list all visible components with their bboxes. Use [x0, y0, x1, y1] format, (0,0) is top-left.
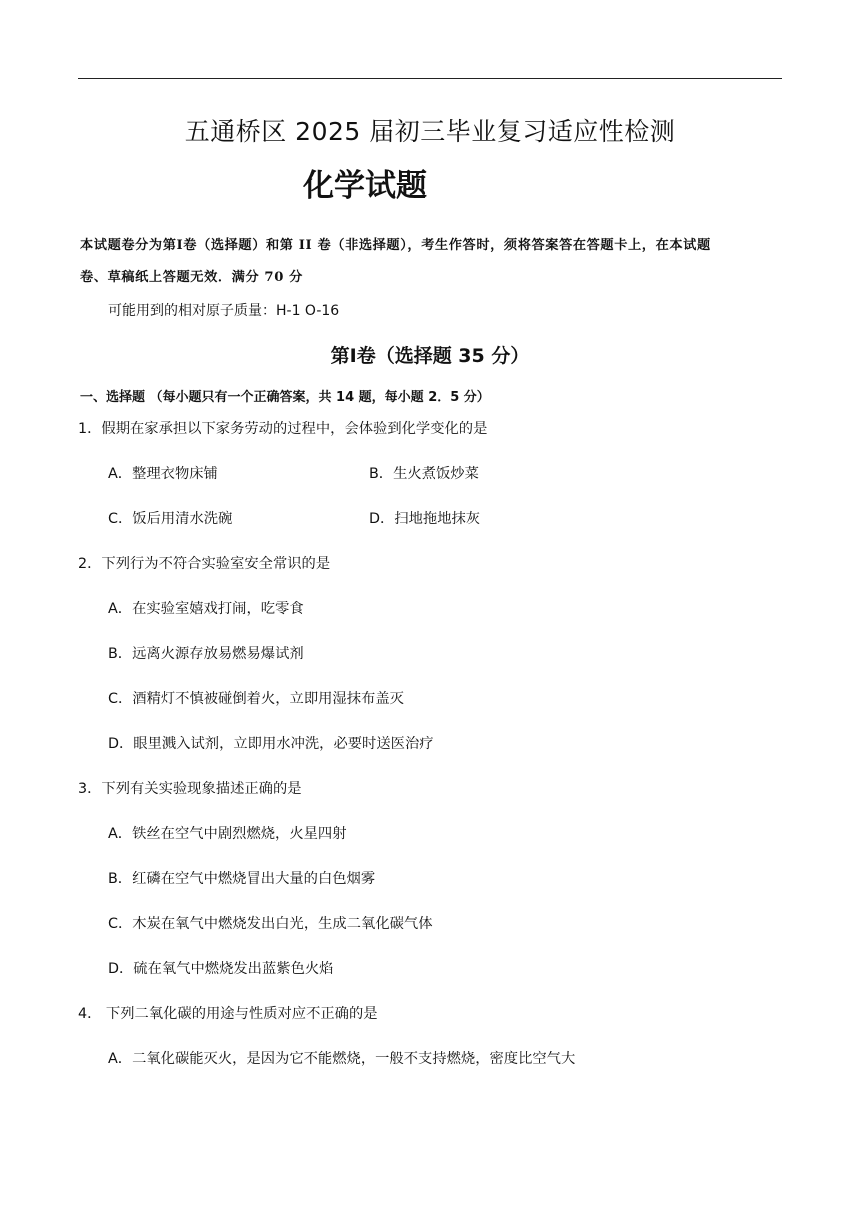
question-stem: 3．下列有关实验现象描述正确的是	[78, 781, 302, 797]
question-stem: 1．假期在家承担以下家务劳动的过程中，会体验到化学变化的是	[78, 421, 488, 437]
header-rule	[78, 78, 782, 79]
option-c: C．饭后用清水洗碗	[108, 511, 233, 527]
option-a: A．二氧化碳能灭火，是因为它不能燃烧，一般不支持燃烧，密度比空气大	[108, 1051, 576, 1067]
option-d: D．硫在氧气中燃烧发出蓝紫色火焰	[108, 961, 334, 977]
atomic-mass-note: 可能用到的相对原子质量：H-1 O-16	[108, 303, 340, 319]
option-d: D．眼里溅入试剂，立即用水冲洗，必要时送医治疗	[108, 736, 434, 752]
option-d: D．扫地拖地抹灰	[369, 511, 481, 527]
exam-title: 五通桥区 2025 届初三毕业复习适应性检测	[184, 117, 676, 146]
option-a: A．在实验室嬉戏打闹，吃零食	[108, 601, 304, 617]
question-stem: 4． 下列二氧化碳的用途与性质对应不正确的是	[78, 1006, 378, 1022]
volume-title: 第Ⅰ卷（选择题 35 分）	[330, 345, 530, 367]
instructions-line-1: 本试题卷分为第Ⅰ卷（选择题）和第 II 卷（非选择题），考生作答时，须将答案答在答题卡上，在本试题	[80, 238, 711, 253]
instructions-line-2: 卷、草稿纸上答题无效．满分 70 分	[80, 270, 303, 285]
option-a: A．整理衣物床铺	[108, 466, 218, 482]
question-stem: 2．下列行为不符合实验室安全常识的是	[78, 556, 331, 572]
option-c: C．木炭在氧气中燃烧发出白光，生成二氧化碳气体	[108, 916, 433, 932]
option-a: A．铁丝在空气中剧烈燃烧，火星四射	[108, 826, 347, 842]
option-b: B．远离火源存放易燃易爆试剂	[108, 646, 304, 662]
subject-title: 化学试题	[303, 168, 427, 204]
option-b: B．生火煮饭炒菜	[369, 466, 479, 482]
option-c: C．酒精灯不慎被碰倒着火，立即用湿抹布盖灭	[108, 691, 404, 707]
option-b: B．红磷在空气中燃烧冒出大量的白色烟雾	[108, 871, 376, 887]
section-title: 一、选择题 （每小题只有一个正确答案，共 14 题，每小题 2．5 分）	[80, 390, 490, 405]
